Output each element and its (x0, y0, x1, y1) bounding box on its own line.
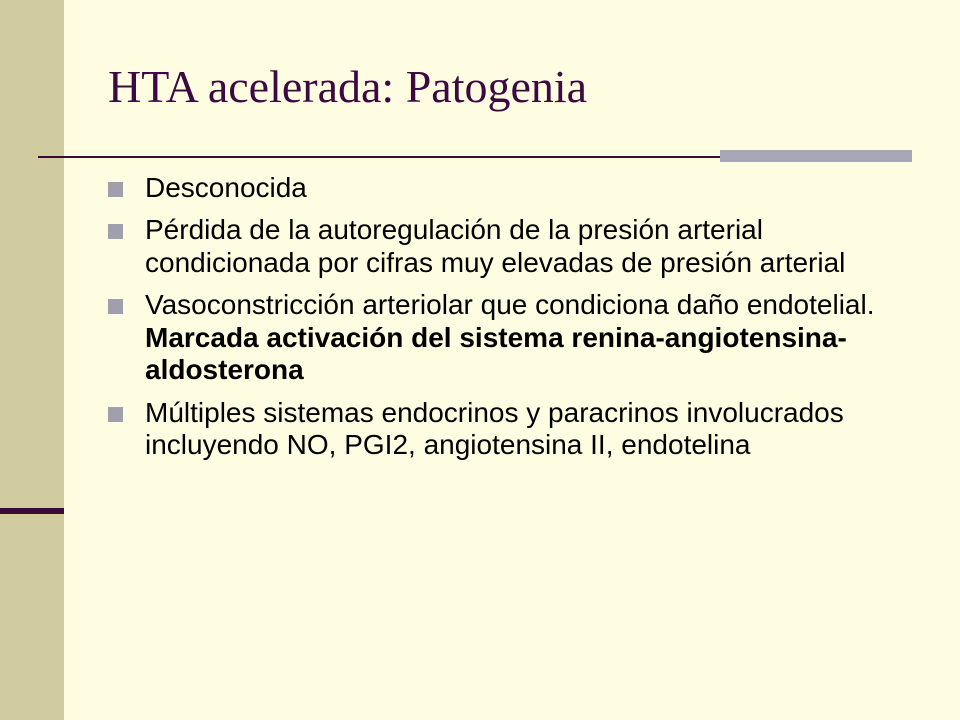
bullet-item-autoregulacion (108, 214, 908, 279)
square-bullet-icon (108, 407, 123, 422)
slide-title: HTA acelerada: Patogenia (108, 61, 588, 112)
square-bullet-icon (108, 224, 123, 239)
bullet-item-sistemas (108, 397, 908, 462)
bullet-text: Múltiples sistemas endocrinos y paracrinos involucrados incluyendo NO, PGI2, angiotensina II, endotelina (145, 396, 844, 461)
square-bullet-icon (108, 299, 123, 314)
bullet-list (108, 172, 908, 472)
left-decorative-band (0, 0, 64, 720)
square-bullet-icon (108, 182, 123, 197)
bullet-bold-text: Marcada activación del sistema renina-angiotensina-aldosterona (145, 321, 847, 386)
title-divider-accent (720, 150, 912, 162)
band-accent-line (0, 508, 64, 514)
bullet-text: Pérdida de la autoregulación de la presión arterial condicionada por cifras muy elevadas de presión arterial (145, 214, 846, 278)
bullet-item-desconocida (108, 172, 908, 204)
bullet-item-vasoconstriccion (108, 289, 908, 386)
bullet-text: Vasoconstricción arteriolar que condiciona daño endotelial. (145, 289, 875, 321)
bullet-text: Desconocida (145, 172, 307, 203)
